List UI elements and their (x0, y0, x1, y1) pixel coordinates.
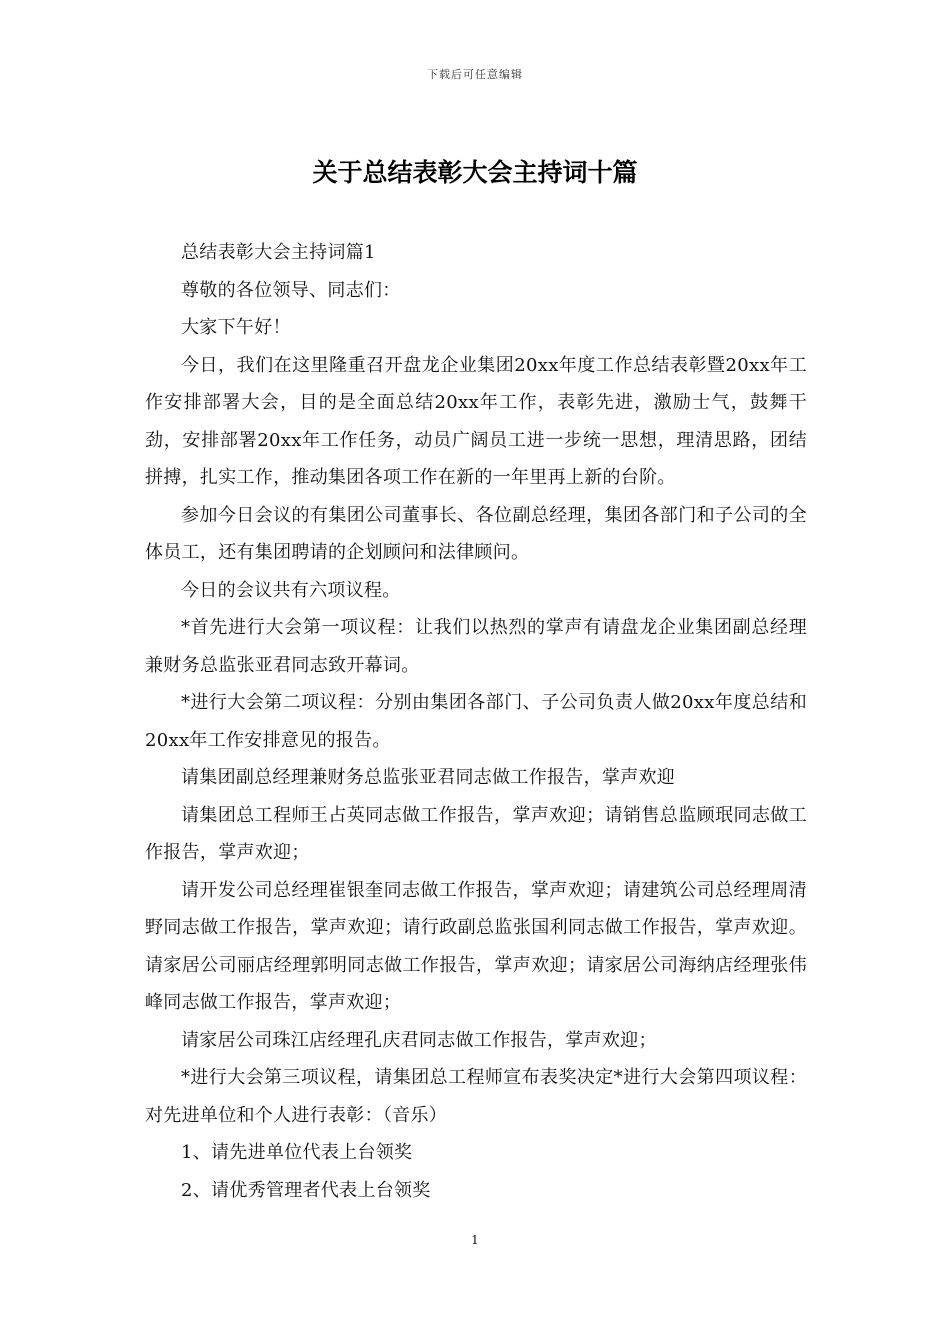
salutation: 尊敬的各位领导、同志们： (181, 279, 401, 301)
body-paragraph: 参加今日会议的有集团公司董事长、各位副总经理，集团各部门和子公司的全体员工，还有集团聘请的企划顾问和法律顾问。 (145, 504, 807, 563)
list-item: 1、请先进单位代表上台领奖 (181, 1142, 413, 1163)
body-paragraph: 今日的会议共有六项议程。 (181, 579, 401, 601)
section-heading: 总结表彰大会主持词篇1 (181, 242, 376, 263)
document-body (145, 234, 807, 1209)
body-paragraph: 今日，我们在这里隆重召开盘龙企业集团20xx年度工作总结表彰暨20xx年工作安排部署大会，目的是全面总结20xx年工作，表彰先进，激励士气，鼓舞干劲，安排部署20xx年工作任务，动员广阔员工进一步统一思想，理清思路，团结拼搏，扎实工作，推动集团各项工作在新的一年里再上新的台阶。 (145, 354, 807, 488)
document-title: 关于总结表彰大会主持词十篇 (312, 158, 638, 187)
greeting: 大家下午好！ (181, 317, 291, 338)
header-note: 下载后可任意编辑 (427, 68, 523, 81)
body-paragraph: 请集团副总经理兼财务总监张亚君同志做工作报告，掌声欢迎 (181, 767, 676, 788)
body-paragraph: 请开发公司总经理崔银奎同志做工作报告，掌声欢迎；请建筑公司总经理周清野同志做工作报告，掌声欢迎；请行政副总监张国利同志做工作报告，掌声欢迎。请家居公司丽店经理郭明同志做工作报告，掌声欢迎；请家居公司海纳店经理张伟峰同志做工作报告，掌声欢迎； (145, 879, 807, 1013)
body-paragraph: 请集团总工程师王占英同志做工作报告，掌声欢迎；请销售总监顾珉同志做工作报告，掌声欢迎； (145, 804, 807, 863)
list-item: 2、请优秀管理者代表上台领奖 (181, 1179, 431, 1201)
agenda-item: *进行大会第二项议程：分别由集团各部门、子公司负责人做20xx年度总结和20xx年工作安排意见的报告。 (145, 692, 807, 751)
agenda-item: *进行大会第三项议程，请集团总工程师宣布表奖决定*进行大会第四项议程：对先进单位和个人进行表彰：（音乐） (145, 1067, 807, 1126)
agenda-item: *首先进行大会第一项议程：让我们以热烈的掌声有请盘龙企业集团副总经理兼财务总监张亚君同志致开幕词。 (145, 617, 807, 676)
page-number: 1 (471, 1233, 479, 1247)
body-paragraph: 请家居公司珠江店经理孔庆君同志做工作报告，掌声欢迎； (181, 1029, 657, 1051)
